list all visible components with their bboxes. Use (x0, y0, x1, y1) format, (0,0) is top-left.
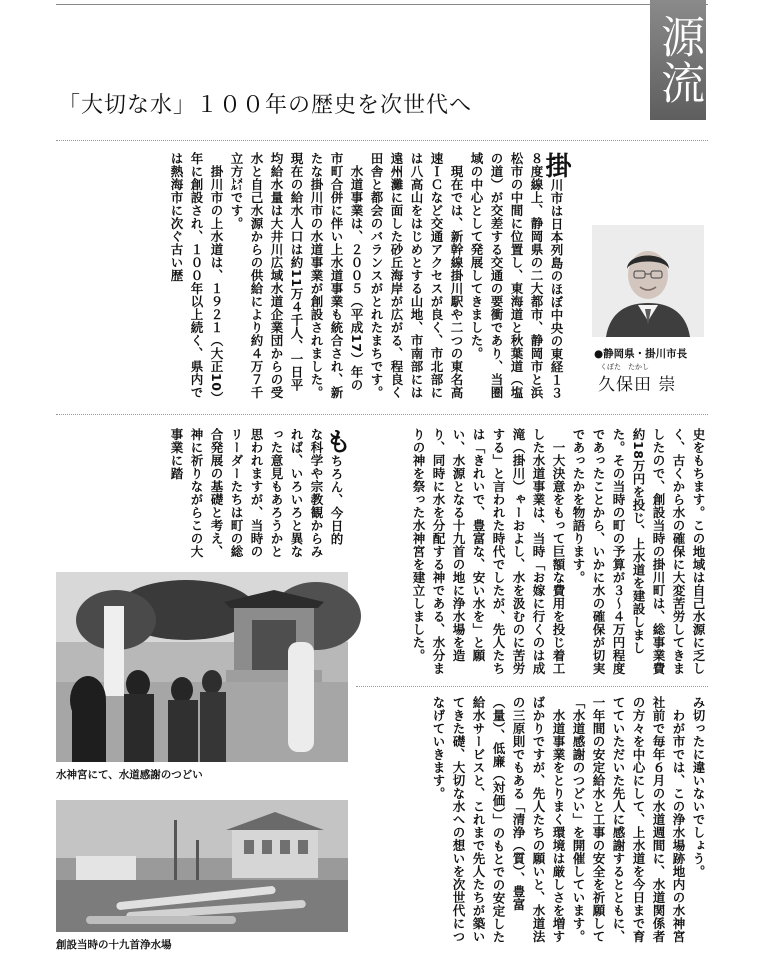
paragraph-5: 史をもちます。この地域は自己水源に乏しく、古くから水の確保に大変苦労してきましたので、創設当時の掛川町は、総事業費約18万円を投じ、上水道を建設しました。その当時の町の予算が３～４万円程度であったことから、いかに水の確保が切実であったかを物語ります。 (571, 428, 706, 675)
paragraph-3: 水道事業は、２００５（平成17）年の市町合併に伴い上水道事業も統合され、新たな掛川市の水道事業が創設されました。現在の給水人口は約11万４千人、一日平均給水量は大井川広域水道企業団からの受水と自己水源からの供給により約４万７千立方㍍です。 (229, 152, 364, 399)
author-name: 久保田 崇 (598, 375, 677, 395)
paragraph-10: 水道事業をとりまく環境は厳しさを増すばかりですが、先人たちの願いと、水道法の三原則でもある「清浄（質）、豊富（量）、低廉（対価）」のもとでの安定した給水サービスと、これまで先人たちが築いてきた礎、大切な水への想いを次世代につなげていきます。 (431, 696, 566, 944)
section-divider-upper (56, 414, 708, 415)
article-column-lower-left (56, 428, 351, 558)
headline: 「大切な水」１００年の歴史を次世代へ (58, 93, 473, 118)
series-badge: 源流 (650, 0, 706, 120)
author-affiliation: ●静岡県・掛川市長 (594, 348, 688, 360)
section-divider-lower (356, 686, 708, 687)
paragraph-1: 掛川市は日本列島のほぼ中央の東経１３８度線上、静岡県の二大都市、静岡市と浜松市の中間に位置し、東海道と秋葉道（塩の道）が交差する交通の要衝であり、当圏域の中心として発展してきました。 (469, 152, 571, 400)
shrine-ceremony-photo (56, 572, 348, 762)
photo-caption-1: 水神宮にて、水道感謝のつどい (56, 769, 203, 781)
historic-waterworks-photo (56, 800, 348, 932)
photo-caption-2: 創設当時の十九首浄水場 (56, 939, 172, 951)
author-portrait (592, 225, 704, 337)
drop-cap-mo: も (321, 428, 351, 455)
waterworks-photo-image (56, 800, 348, 932)
author-name-ruby: くぼた たかし (600, 363, 649, 371)
headline-divider (56, 140, 708, 141)
paragraph-9: わが市では、この浄水場跡地内の水神宮社前で毎年６月の水道週間に、水道関係者の方々を中心にして、上水道を今日まで育てていただいた先人に感謝するとともに、一年間の安定給水と工事の安全を祈願して「水道感謝のつどい」を開催しています。 (571, 696, 686, 943)
paragraph-6: 一大決意をもって巨額な費用を投じ着工した水道事業は、当時「お嫁に行くのは成滝（掛川）ゃーおよし、水を汲むのに苦労する」と言われた時代でしたが、先人たちは「きれいで、豊富な、安い水を」と願い、水源となる十九首の地に浄水場を造り、同時に水を分配する神である、水分まりの神を祭った水神宮を建立しました。 (411, 428, 566, 675)
shrine-photo-image (56, 572, 348, 762)
paragraph-2: 現在では、新幹線掛川駅や二つの東名高速ＩＣなど交通アクセスが良く、市北部には八高山をはじめとする山地、市南部には遠州灘に面した砂丘海岸が広がる、程良く田舎と都会のバランスがとれたまちです。 (369, 152, 464, 399)
article-column-bottom-right (356, 696, 708, 946)
paragraph-8: み切ったに違いないでしょう。 (691, 696, 706, 878)
drop-cap-kake: 掛 (541, 152, 571, 179)
article-column-lower-right (356, 428, 708, 678)
portrait-image (592, 225, 704, 337)
top-border (56, 4, 708, 5)
paragraph-7: もちろん、今日的な科学や宗教観からみれば、いろいろと異なった意見もあろうかと思われますが、当時のリーダーたちは町の総合発展の基礎と考え、神に祈りながらこの大事業に踏 (169, 428, 351, 558)
article-column-upper (56, 152, 571, 402)
paragraph-4: 掛川市の上水道は、１９２１（大正10）年に創設され、１００年以上続く、県内では熱海市に次ぐ古い歴 (169, 152, 224, 399)
